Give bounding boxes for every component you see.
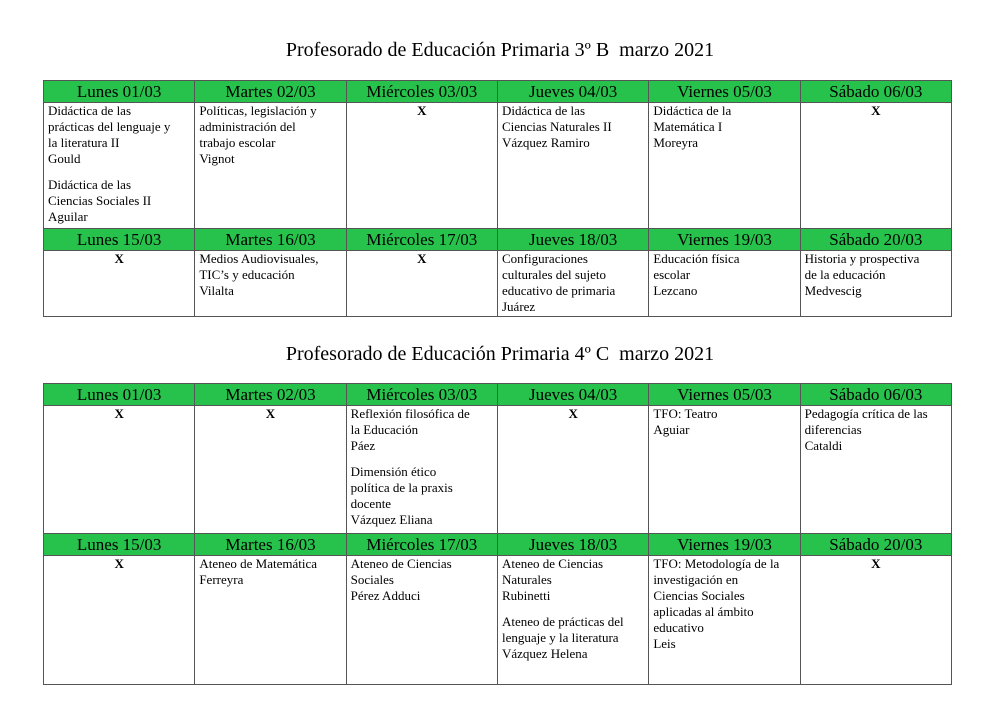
course-name-line: TFO: Metodología de la [653, 556, 780, 571]
course-name-line: Didáctica de las [48, 177, 132, 192]
week-header-row [44, 534, 952, 556]
course-entry [351, 406, 493, 454]
no-class-mark: X [44, 406, 195, 534]
class-cell [800, 251, 951, 317]
course-name-line: la Educación [350, 422, 419, 437]
day-header: Viernes 05/03 [649, 81, 800, 103]
course-entry [351, 464, 493, 528]
teacher-name: Ferreyra [199, 572, 244, 587]
schedule-table-3b [43, 80, 952, 317]
course-entry [653, 103, 795, 151]
day-header: Viernes 19/03 [649, 229, 800, 251]
course-name-line: Educación física [653, 251, 740, 266]
course-name-line: Didáctica de las [48, 103, 132, 118]
course-name-line: administración del [199, 119, 296, 134]
no-class-mark: X [44, 251, 195, 317]
course-name-line: Dimensión ético [350, 464, 437, 479]
course-name-line: educativo de primaria [501, 283, 616, 298]
course-entry [48, 103, 190, 167]
class-cell [497, 103, 648, 229]
no-class-mark: X [44, 556, 195, 685]
teacher-name: Páez [350, 438, 376, 453]
course-entry [199, 251, 341, 299]
teacher-name: Vilalta [199, 283, 234, 298]
class-cell [800, 406, 951, 534]
course-name-line: educativo [653, 620, 704, 635]
no-class-mark: X [800, 556, 951, 685]
teacher-name: Pérez Adduci [350, 588, 421, 603]
course-name-line: Matemática I [653, 119, 723, 134]
teacher-name: Cataldi [804, 438, 843, 453]
course-name-line: diferencias [804, 422, 862, 437]
week-classes-row [44, 103, 952, 229]
course-name-line: Medios Audiovisuales, [199, 251, 319, 266]
class-cell [195, 251, 346, 317]
course-name-line: culturales del sujeto [501, 267, 606, 282]
day-header: Viernes 05/03 [649, 384, 800, 406]
teacher-name: Vázquez Helena [501, 646, 588, 661]
teacher-name: Vázquez Ramiro [501, 135, 590, 150]
no-class-mark: X [346, 103, 497, 229]
class-cell [649, 251, 800, 317]
class-cell [497, 556, 648, 685]
course-name-line: Ciencias Naturales II [501, 119, 612, 134]
day-header: Viernes 19/03 [649, 534, 800, 556]
teacher-name: Vignot [199, 151, 235, 166]
course-entry [502, 103, 644, 151]
class-cell [44, 103, 195, 229]
class-cell [649, 556, 800, 685]
day-header: Lunes 01/03 [44, 81, 195, 103]
day-header: Jueves 04/03 [497, 384, 648, 406]
course-name-line: TIC’s y educación [199, 267, 295, 282]
teacher-name: Vázquez Eliana [350, 512, 433, 527]
day-header: Martes 16/03 [195, 229, 346, 251]
teacher-name: Aguiar [653, 422, 690, 437]
teacher-name: Lezcano [653, 283, 698, 298]
course-name-line: Didáctica de las [501, 103, 585, 118]
course-entry [199, 103, 341, 167]
day-header: Sábado 20/03 [800, 229, 951, 251]
course-name-line: Ateneo de Matemática [199, 556, 317, 571]
course-name-line: de la educación [804, 267, 886, 282]
course-entry [199, 556, 341, 588]
week-classes-row [44, 251, 952, 317]
week-classes-row [44, 556, 952, 685]
week-header-row [44, 229, 952, 251]
day-header: Martes 02/03 [195, 384, 346, 406]
teacher-name: Aguilar [48, 209, 88, 224]
course-entry [653, 406, 795, 438]
course-entry [502, 614, 644, 662]
course-name-line: escolar [653, 267, 691, 282]
course-name-line: Ciencias Sociales [653, 588, 745, 603]
teacher-name: Medvescig [804, 283, 862, 298]
course-entry [48, 177, 190, 225]
no-class-mark: X [497, 406, 648, 534]
class-cell [346, 406, 497, 534]
class-cell [649, 103, 800, 229]
course-name-line: Reflexión filosófica de [350, 406, 470, 421]
day-header: Martes 02/03 [195, 81, 346, 103]
day-header: Lunes 15/03 [44, 534, 195, 556]
course-name-line: Configuraciones [501, 251, 588, 266]
day-header: Miércoles 03/03 [346, 384, 497, 406]
class-cell [195, 556, 346, 685]
day-header: Lunes 15/03 [44, 229, 195, 251]
day-header: Jueves 18/03 [497, 229, 648, 251]
week-header-row [44, 81, 952, 103]
day-header: Jueves 04/03 [497, 81, 648, 103]
teacher-name: Leis [653, 636, 676, 651]
day-header: Miércoles 03/03 [346, 81, 497, 103]
course-name-line: Didáctica de la [653, 103, 732, 118]
course-entry [653, 251, 795, 299]
course-name-line: política de la praxis [350, 480, 453, 495]
course-name-line: Ciencias Sociales II [48, 193, 152, 208]
day-header: Martes 16/03 [195, 534, 346, 556]
course-name-line: Sociales [350, 572, 394, 587]
schedule-table-4c [43, 383, 952, 685]
course-name-line: docente [350, 496, 392, 511]
course-entry [805, 251, 947, 299]
teacher-name: Moreyra [653, 135, 699, 150]
course-name-line: investigación en [653, 572, 739, 587]
course-name-line: Políticas, legislación y [199, 103, 317, 118]
course-name-line: prácticas del lenguaje y [48, 119, 171, 134]
course-name-line: TFO: Teatro [653, 406, 718, 421]
course-name-line: lenguaje y la literatura [501, 630, 619, 645]
day-header: Jueves 18/03 [497, 534, 648, 556]
day-header: Sábado 06/03 [800, 81, 951, 103]
course-name-line: Ateneo de Ciencias [350, 556, 452, 571]
day-header: Miércoles 17/03 [346, 229, 497, 251]
course-name-line: la literatura II [48, 135, 120, 150]
week-header-row [44, 384, 952, 406]
day-header: Miércoles 17/03 [346, 534, 497, 556]
course-name-line: Historia y prospectiva [804, 251, 920, 266]
day-header: Sábado 06/03 [800, 384, 951, 406]
no-class-mark: X [346, 251, 497, 317]
class-cell [497, 251, 648, 317]
day-header: Lunes 01/03 [44, 384, 195, 406]
teacher-name: Gould [48, 151, 81, 166]
teacher-name: Rubinetti [501, 588, 551, 603]
teacher-name: Juárez [501, 299, 536, 314]
course-name-line: Pedagogía crítica de las [804, 406, 928, 421]
course-entry [805, 406, 947, 454]
course-name-line: Ateneo de prácticas del [501, 614, 624, 629]
course-name-line: trabajo escolar [199, 135, 276, 150]
course-name-line: Ateneo de Ciencias [501, 556, 604, 571]
course-entry [653, 556, 795, 652]
class-cell [649, 406, 800, 534]
no-class-mark: X [195, 406, 346, 534]
course-name-line: aplicadas al ámbito [653, 604, 754, 619]
course-entry [351, 556, 493, 604]
class-cell [195, 103, 346, 229]
course-entry [502, 556, 644, 604]
schedule-title-4c: Profesorado de Educación Primaria 4º C marzo 2021 [285, 343, 715, 365]
course-name-line: Naturales [501, 572, 552, 587]
class-cell [346, 556, 497, 685]
course-entry [502, 251, 644, 315]
week-classes-row [44, 406, 952, 534]
schedule-title-3b: Profesorado de Educación Primaria 3º B marzo 2021 [285, 39, 715, 61]
no-class-mark: X [800, 103, 951, 229]
day-header: Sábado 20/03 [800, 534, 951, 556]
